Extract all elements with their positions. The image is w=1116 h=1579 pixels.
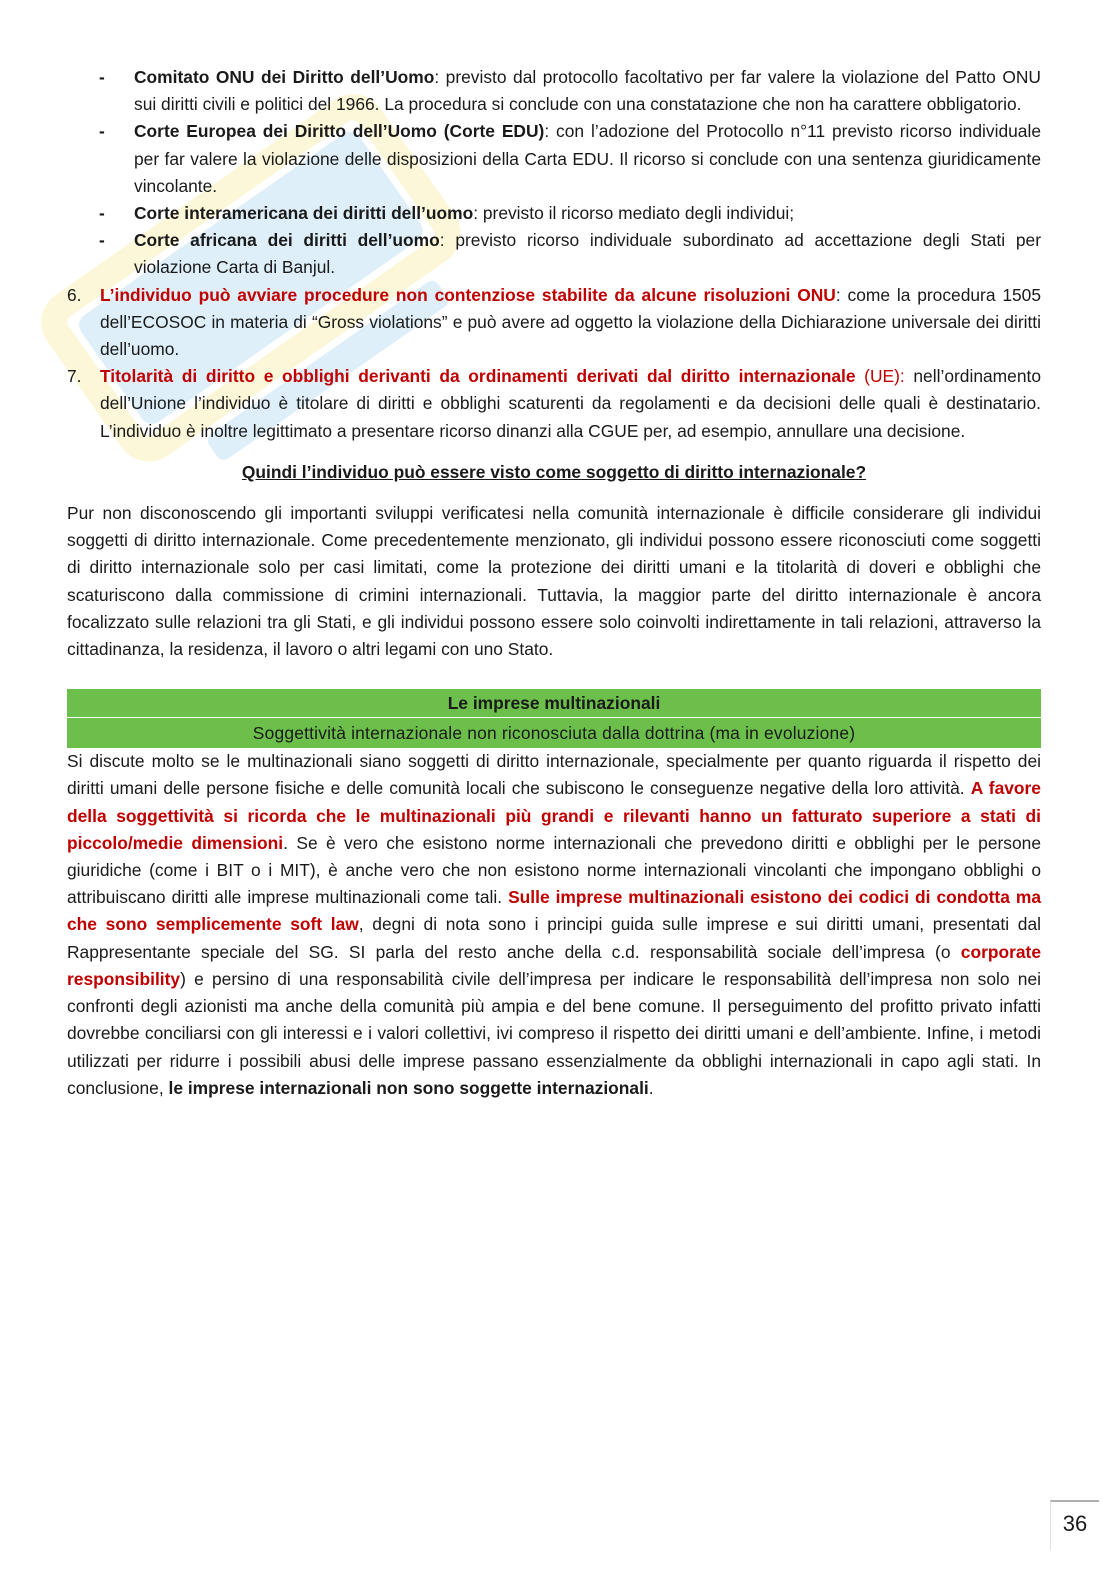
list-item [67,200,1041,227]
item-text: : con l’adozione del Protocollo n°11 previsto ricorso individuale per far valere la violazione delle disposizioni della Carta EDU. Il ricorso si conclude con una sentenza giuridicamente vincolante. [134,121,1041,196]
item-text: : come la procedura 1505 dell’ECOSOC in materia di “Gross violations” e può avere ad oggetto la violazione della Dichiarazione universale dei diritti dell’uomo. [100,284,1042,360]
text-span: Si discute molto se le multinazionali siano soggetti di diritto internazionale, specialmente per quanto riguarda il rispetto dei diritti umani delle persone fisiche e delle comunità locali che subiscono le conseguenze negative della loro attività. [67,751,1041,799]
paragraph-individuals: Pur non disconoscendo gli importanti sviluppi verificatesi nella comunità internazionale è difficile considerare gli individui soggetti di diritto internazionale. Come precedentemente menzionato, gli individui possono essere riconosciuti come soggetti di diritto internazionale solo per casi limitati, come la protezione dei diritti umani e la titolarità di doveri e obblighi che scaturiscono dalla commissione di crimini internazionali. Tuttavia, la maggior parte del diritto internazionale è ancora focalizzato sulle relazioni tra gli Stati, e gli individui possono essere solo coinvolti indirettamente in tali relazioni, attraverso la cittadinanza, la residenza, il lavoro o altri legami con uno Stato. [67,503,1041,660]
item-text: nell’ordinamento dell’Unione l’individuo è titolare di diritti e obblighi scaturenti da regolamenti e da decisioni delle quali è destinatario. L’individuo è inoltre legittimato a presentare ricorso dinanzi alla CGUE per, ad esempio, annullare una decisione. [100,366,1041,441]
highlight-red: corporate responsibility [67,941,1041,989]
text-span: . Se è vero che esistono norme internazionali che prevedono diritti e obblighi per le persone giuridiche (come i BIT o i MIT), è anche vero che non esistono norme internazionali vincolanti che impongano obblighi o attribuiscano diritti alle imprese multinazionali come tali. [67,832,1041,908]
list-item [67,227,1041,281]
section-question: Quindi l’individuo può essere visto come soggetto di diritto internazionale? [241,461,867,482]
item-heading-red: Titolarità di diritto e obblighi derivanti da ordinamenti derivati dal diritto internazionale [100,366,856,387]
section-subtitle: Soggettività internazionale non riconosciuta dalla dottrina (ma in evoluzione) [252,723,856,744]
item-heading-suffix: (UE): [855,366,905,387]
highlight-red: A favore della soggettività si ricorda che le multinazionali più grandi e rilevanti hanno un fatturato superiore a stati di piccolo/medie dimensioni [67,778,1041,853]
item-number: 6. [67,284,82,305]
dash-bullet: - [99,121,105,142]
list-item [67,64,1041,118]
item-heading: Comitato ONU dei Diritto dell’Uomo [134,67,435,87]
paragraph-multinationals [67,748,1041,1102]
page-number: 36 [1050,1500,1099,1550]
conclusion-bold: le imprese internazionali non sono soggette internazionali [168,1077,649,1098]
item-heading: Corte Europea dei Diritto dell’Uomo (Corte EDU) [134,121,545,142]
item-number: 7. [67,366,82,387]
text-span: , degni di nota sono i principi guida sulle imprese e sui diritti umani, presentati dal Rappresentante speciale del SG. SI parla del resto anche della c.d. responsabilità sociale dell’impresa (o [67,914,1041,962]
dash-bullet: - [99,230,105,251]
list-item [67,118,1041,200]
numbered-item-6 [67,282,1041,364]
page-content [67,64,1041,1102]
text-span: ) e persino di una responsabilità civile dell’impresa per indicare le responsabilità dell’impresa non solo nei confronti degli azionisti ma anche della comunità più ampia e del bene comune. Il perseguimento del profitto privato infatti dovrebbe conciliarsi con gli interessi e i valori collettivi, ivi compreso il rispetto dei diritti umani e dell’ambiente. Infine, i metodi utilizzati per ridurre i possibili abusi delle imprese passano essenzialmente da obblighi internazionali in capo agli stati. In conclusione, [67,968,1041,1098]
item-text: : previsto il ricorso mediato degli individui; [473,203,795,224]
dash-bullet: - [99,67,105,87]
item-heading: Corte africana dei diritti dell’uomo [134,230,440,251]
item-text: : previsto dal protocollo facoltativo per far valere la violazione del Patto ONU sui diritti civili e politici del 1966. La procedura si conclude con una constatazione che non ha carattere obbligatorio. [134,67,1041,115]
section-title: Le imprese multinazionali [67,689,1041,718]
dash-bullet: - [99,203,105,224]
item-heading: Corte interamericana dei diritti dell’uomo [134,203,474,224]
text-span: . [648,1077,654,1098]
section-header-box [67,689,1041,748]
numbered-item-7 [67,363,1041,445]
highlight-red: Sulle imprese multinazionali esistono dei codici di condotta ma che sono semplicemente soft law [67,887,1041,935]
dash-list [67,64,1041,282]
item-text: : previsto ricorso individuale subordinato ad accettazione degli Stati per violazione Carta di Banjul. [134,230,1041,278]
item-heading-red: L’individuo può avviare procedure non contenziose stabilite da alcune risoluzioni ONU [100,284,836,305]
